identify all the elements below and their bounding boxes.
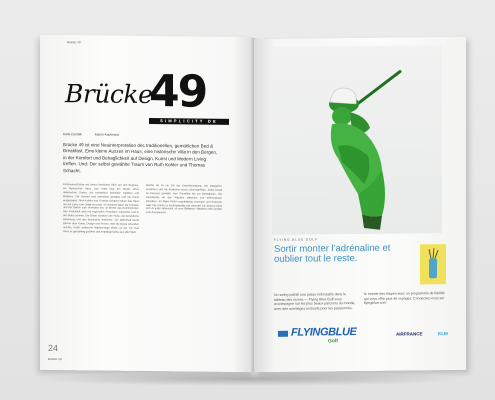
author-2: Martin Kaufmann bbox=[94, 132, 120, 137]
page-footer: Brücke 49 bbox=[48, 356, 62, 362]
golfer-icon bbox=[272, 45, 442, 235]
logo-bar bbox=[278, 323, 458, 353]
airfrance-logo: AIRFRANCE bbox=[396, 331, 423, 337]
ad-caption: FLYING BLUE GOLF bbox=[274, 237, 318, 242]
intro-text: Brücke 49 ist eine Neuinterpretation des traditionellen, gemütlichen Bed & Breakfast. Eine kleine Auszeit im Haus, eine historische Villa in den Bergen, in der Komfort und Behaglichkeit auf Design, Kunst und Modern Living treffen. Und: Der selbst gewählte Traum von Ruth Kohler und Thomas Schacht. bbox=[63, 142, 218, 173]
subtitle-bar: SIMPLICITY DE LUXE bbox=[149, 118, 229, 125]
page-header: Brücke 49 bbox=[67, 40, 81, 45]
golfer-illustration bbox=[272, 45, 442, 235]
left-page bbox=[40, 35, 254, 372]
flyingblue-golf: Golf bbox=[328, 338, 338, 345]
golf-bag-thumbnail bbox=[420, 244, 446, 284]
ad-body-1: Un swing parfait une passe redoutable dans le tableau des scores — Flying Blue Golf vous accompagne sur les plus beaux parcours du monde, avec des avantages exclusifs pour les passionnés. bbox=[274, 292, 356, 311]
article-title bbox=[63, 68, 228, 130]
flyingblue-logo: FLYINGBLUE bbox=[291, 326, 357, 339]
page-number: 24 bbox=[48, 342, 59, 354]
right-page bbox=[254, 37, 466, 372]
ad-body-2: le monde des étapes avec un programme de fidélité qui vous offre plus de voyages. Connectez-vous sur flyingblue.com bbox=[364, 291, 445, 305]
author-1: Katia Candeli bbox=[63, 132, 82, 137]
title-number: 49 bbox=[149, 66, 207, 118]
body-column-2: Brücke 49 ist ein Ort der Entschleunigung. Die Gastgeber verstehen sich als Kuratoren eines Lebensgefühls. Jedes Detail ist bewusst gewählt, vom Porzellan bis zur Bettwäsche. Die Kunstwerke an den Wänden stammen von befreundeten Künstlern. Im Salon finden regelmässig Lesungen und Konzerte statt. Die Küche ist bodenständig und saisonal. Ein Besuch lohnt sich zu jeder Jahreszeit, ob zum Skifahren, Wandern oder einfach zum Ausspannen. bbox=[146, 183, 222, 215]
title-script: Brücke bbox=[65, 79, 153, 110]
klm-logo: KLM bbox=[438, 331, 448, 337]
body-column-1: Pontresina-Brücke mit einem herrlichen Blick auf den Bergsee, ein historisches Haus. Das Hotel liegt am Rande eines malerischen Dorfes, die Architektur verbindet Tradition und Moderne. Die Zimmer sind individuell gestaltet und mit Kunst ausgestattet. Ruth Kohler und Thomas Schacht haben das Haus mit viel Liebe zum Detail renoviert. Im Sommer laden die Terrasse und der Garten zum Verweilen ein, im Winter das Kaminzimmer. Das Frühstück wird mit regionalen Produkten zubereitet und in der Stube serviert. Die Gäste schätzen die Ruhe, die persönliche Betreuung und das besondere Ambiente. Die Bibliothek bietet Bücher über Kunst, Design und Reisen. Wer die Berge erkunden möchte, findet zahlreiche Wanderwege direkt vor der Tür. Das Haus ist ganzjährig geöffnet und empfängt Gäste aus aller Welt. bbox=[63, 183, 139, 234]
golf-bag-icon bbox=[420, 244, 446, 284]
magazine-shadow bbox=[30, 372, 470, 386]
flyingblue-logo-icon bbox=[278, 331, 288, 337]
ad-headline: Sortir monter l'adrénaline et oublier tout le reste. bbox=[274, 242, 391, 265]
authors bbox=[63, 132, 131, 137]
